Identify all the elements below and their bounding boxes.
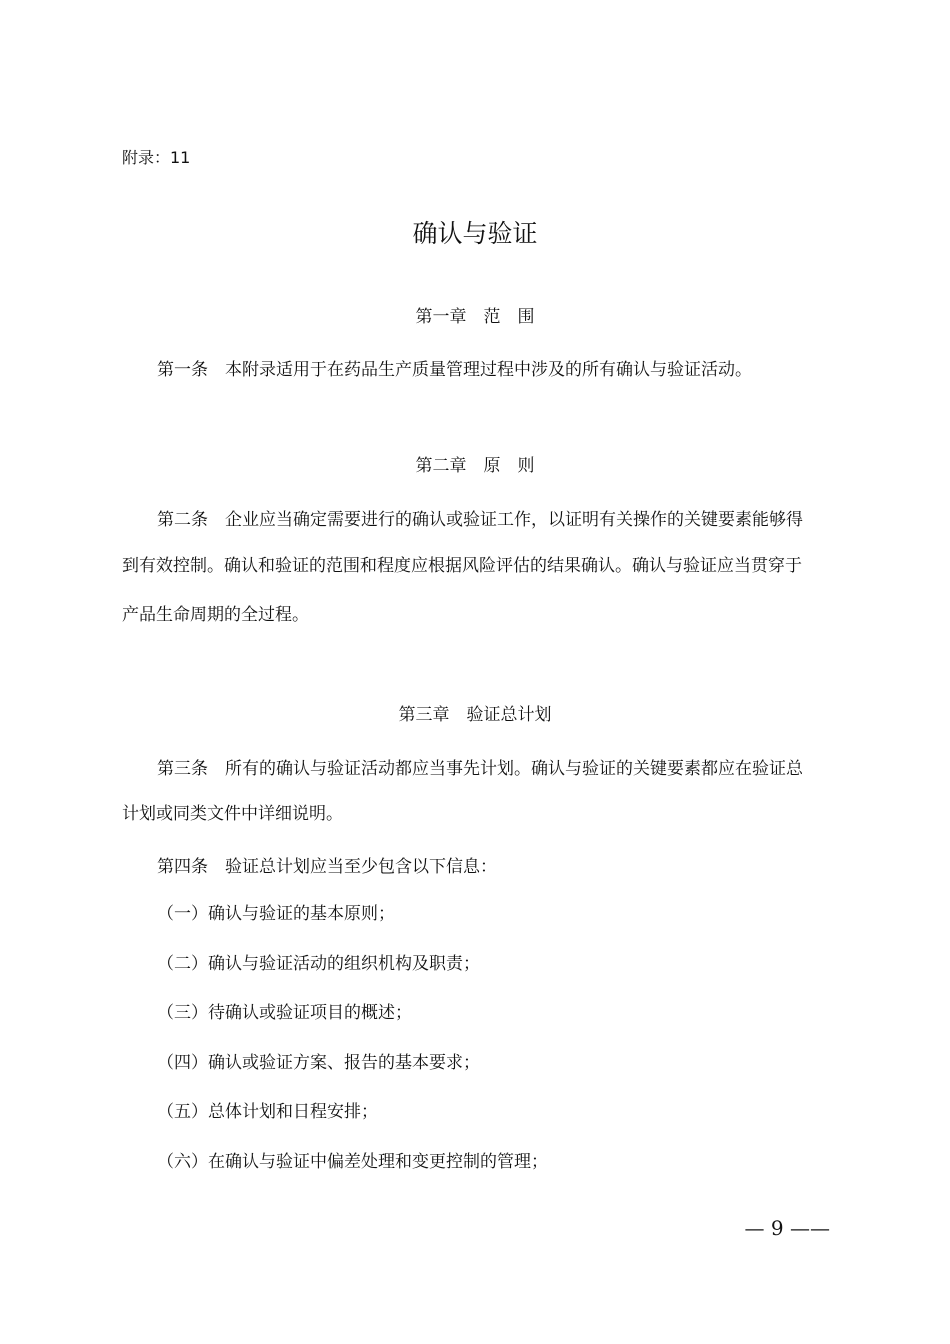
article-3-line-1: 第三条 所有的确认与验证活动都应当事先计划。确认与验证的关键要素都应在验证总 — [157, 759, 803, 779]
article-2-line-2: 到有效控制。确认和验证的范围和程度应根据风险评估的结果确认。确认与验证应当贯穿于 — [122, 556, 802, 576]
list-item: （六）在确认与验证中偏差处理和变更控制的管理； — [157, 1152, 548, 1172]
article-2-line-3: 产品生命周期的全过程。 — [122, 605, 309, 625]
list-item: （三）待确认或验证项目的概述； — [157, 1003, 412, 1023]
article-3-line-2: 计划或同类文件中详细说明。 — [122, 804, 343, 824]
page-number: — 9 —— — [744, 1216, 830, 1240]
article-4-intro: 第四条 验证总计划应当至少包含以下信息： — [157, 857, 497, 877]
chapter-3-heading: 第三章 验证总计划 — [398, 705, 552, 725]
list-item: （四）确认或验证方案、报告的基本要求； — [157, 1053, 480, 1073]
document-title: 确认与验证 — [412, 219, 538, 248]
list-item: （五）总体计划和日程安排； — [157, 1102, 378, 1122]
list-item: （二）确认与验证活动的组织机构及职责； — [157, 954, 480, 974]
chapter-2-heading: 第二章 原 则 — [415, 456, 535, 476]
article-2-line-1: 第二条 企业应当确定需要进行的确认或验证工作，以证明有关操作的关键要素能够得 — [157, 510, 803, 530]
appendix-label: 附录：11 — [122, 148, 191, 167]
list-item: （一）确认与验证的基本原则； — [157, 904, 395, 924]
article-1-text: 第一条 本附录适用于在药品生产质量管理过程中涉及的所有确认与验证活动。 — [157, 360, 752, 380]
chapter-1-heading: 第一章 范 围 — [415, 307, 535, 327]
